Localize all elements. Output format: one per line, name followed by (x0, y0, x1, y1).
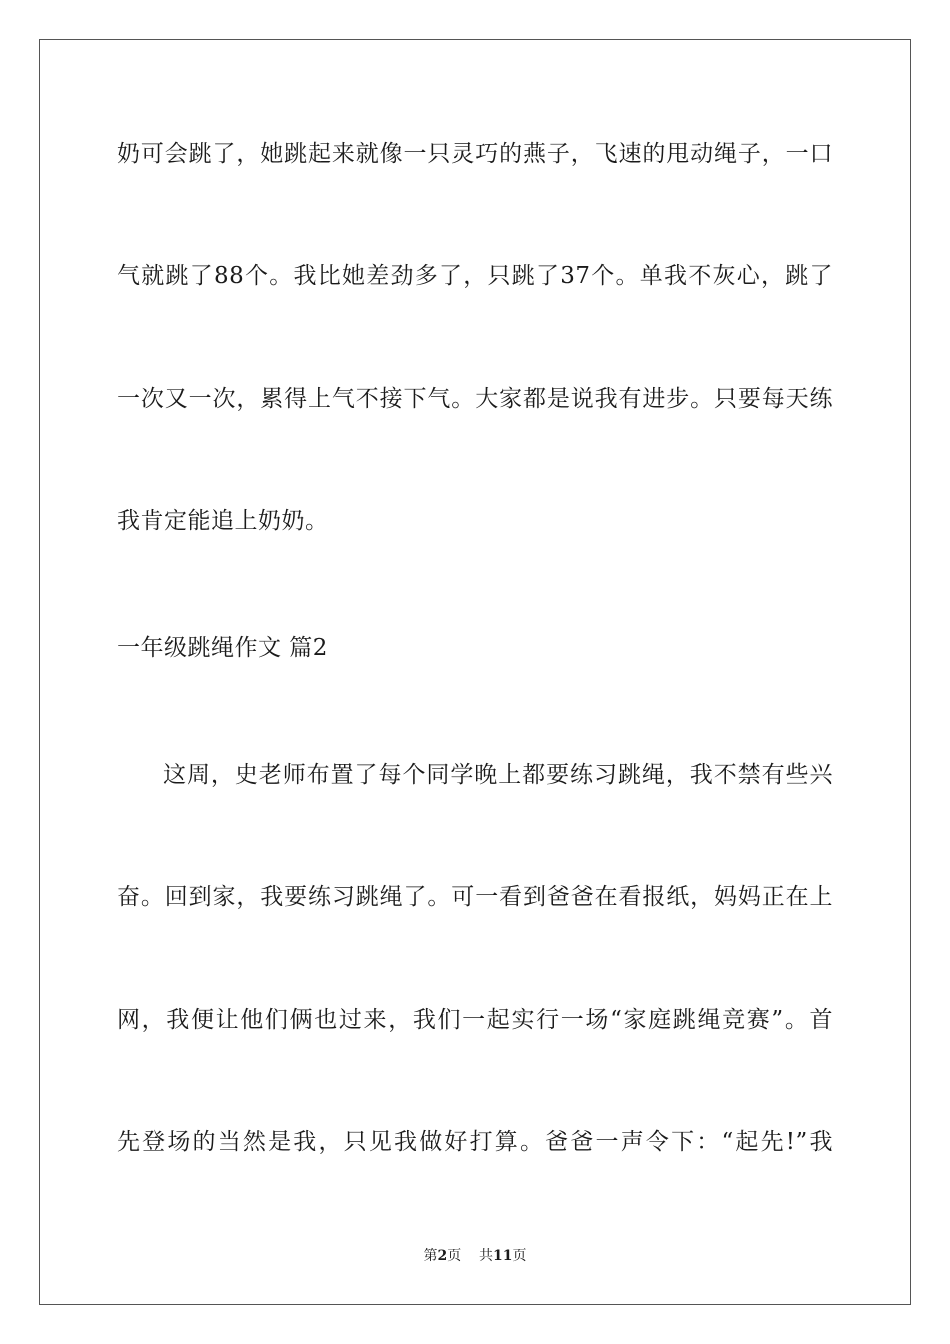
total-prefix: 共 (479, 1248, 494, 1264)
body-line-1: 奶可会跳了，她跳起来就像一只灵巧的燕子，飞速的甩动绳子，一口 (117, 141, 833, 167)
section-line-4: 先登场的当然是我，只见我做好打算。爸爸一声令下：“起先!”我 (117, 1129, 833, 1155)
page-suffix: 页 (447, 1248, 462, 1264)
section-heading: 一年级跳绳作文 篇2 (117, 635, 328, 661)
body-line-2: 气就跳了88个。我比她差劲多了，只跳了37个。单我不灰心，跳了 (117, 263, 833, 289)
page-footer (0, 1247, 950, 1265)
total-suffix: 页 (512, 1248, 527, 1264)
total-pages: 11 (493, 1248, 513, 1264)
page-number: 2 (437, 1248, 448, 1264)
body-line-3: 一次又一次，累得上气不接下气。大家都是说我有进步。只要每天练 (117, 386, 833, 412)
section-line-2: 奋。回到家，我要练习跳绳了。可一看到爸爸在看报纸，妈妈正在上 (117, 884, 833, 910)
section-line-3: 网，我便让他们俩也过来，我们一起实行一场“家庭跳绳竞赛”。首 (117, 1007, 833, 1033)
page-border (39, 39, 911, 1305)
body-line-4: 我肯定能追上奶奶。 (117, 508, 329, 534)
section-line-1: 这周，史老师布置了每个同学晚上都要练习跳绳，我不禁有些兴 (163, 762, 833, 788)
page-prefix: 第 (423, 1248, 438, 1264)
